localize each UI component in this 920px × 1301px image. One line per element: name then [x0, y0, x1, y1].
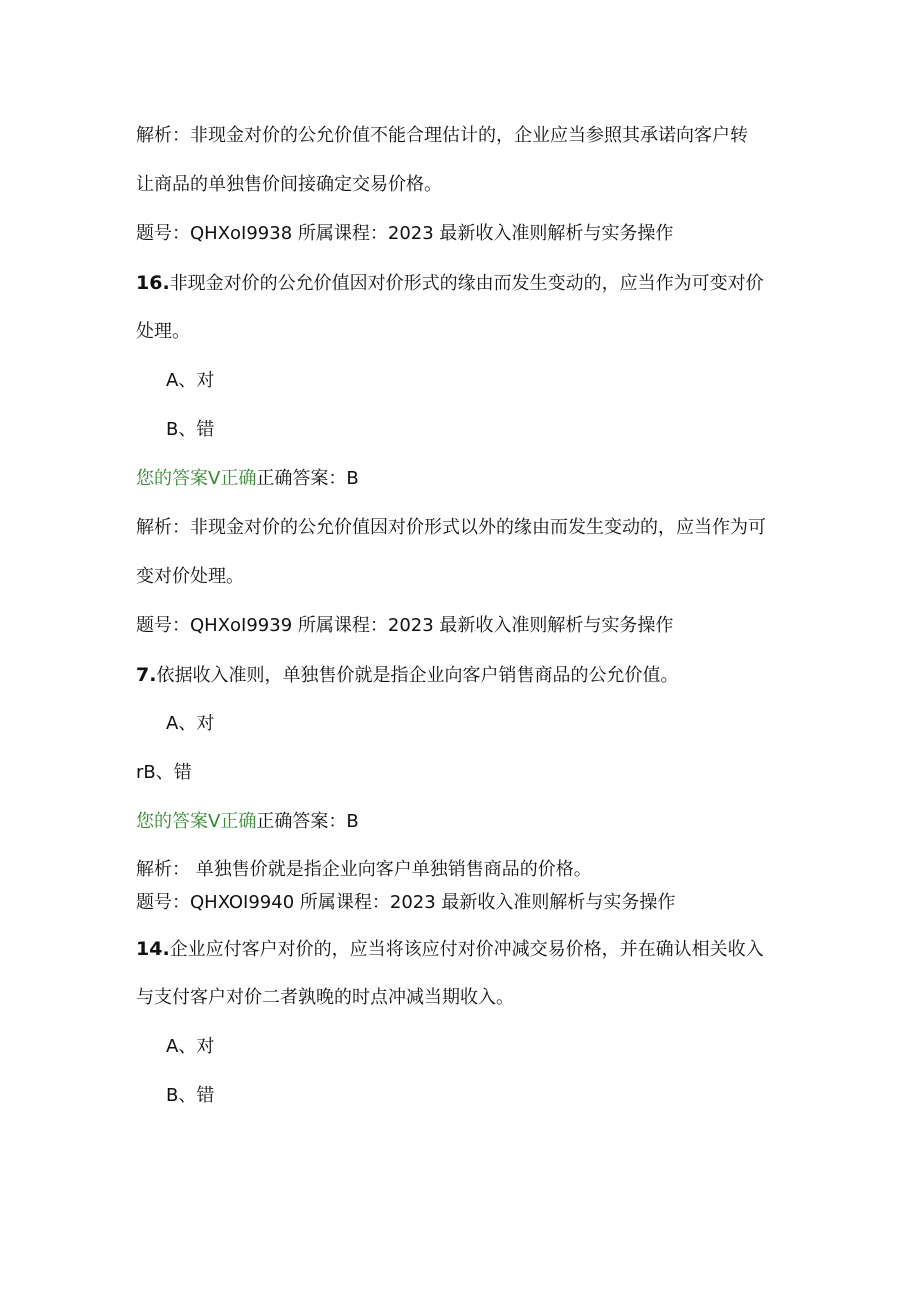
- explanation-line: 让商品的单独售价间接确定交易价格。: [136, 174, 442, 195]
- option-a[interactable]: A、对: [166, 1036, 215, 1057]
- question-text-line: 非现金对价的公允价值因对价形式的缘由而发生变动的，应当作为可变对价: [169, 273, 764, 294]
- your-answer: 您的答案Ⅴ正确: [136, 811, 257, 832]
- explanation-line: 解析： 单独售价就是指企业向客户单独销售商品的价格。: [136, 859, 592, 880]
- your-answer: 您的答案Ⅴ正确: [136, 468, 257, 489]
- question-text-line: 依据收入准则，单独售价就是指企业向客户销售商品的公允价值。: [156, 665, 679, 686]
- correct-answer: 正确答案：B: [256, 468, 359, 489]
- option-b[interactable]: B、错: [166, 419, 215, 440]
- question-meta: 题号：QHXoI9938 所属课程：2023 最新收入准则解析与实务操作: [136, 223, 674, 244]
- option-a[interactable]: A、对: [166, 713, 215, 734]
- question-text-line: 与支付客户对价二者孰晚的时点冲减当期收入。: [136, 987, 514, 1008]
- question-text: [136, 663, 678, 688]
- question-meta: 题号：QHXOI9940 所属课程：2023 最新收入准则解析与实务操作: [136, 892, 676, 913]
- question-meta: 题号：QHXoI9939 所属课程：2023 最新收入准则解析与实务操作: [136, 615, 674, 636]
- question-number: 14.: [136, 938, 170, 960]
- question-text-line: 处理。: [136, 321, 190, 342]
- question-number: 16.: [136, 272, 170, 294]
- answer-result: [136, 810, 359, 834]
- explanation-line: 解析：非现金对价的公允价值不能合理估计的，企业应当参照其承诺向客户转: [136, 125, 748, 146]
- question-text: [136, 271, 764, 296]
- explanation-line: 变对价处理。: [136, 566, 244, 587]
- option-a[interactable]: A、对: [166, 370, 215, 391]
- option-b[interactable]: rB、错: [136, 762, 192, 783]
- question-text-line: 企业应付客户对价的，应当将该应付对价冲减交易价格，并在确认相关收入: [169, 939, 764, 960]
- correct-answer: 正确答案：B: [256, 811, 359, 832]
- option-b[interactable]: B、错: [166, 1085, 215, 1106]
- explanation-line: 解析：非现金对价的公允价值因对价形式以外的缘由而发生变动的，应当作为可: [136, 517, 766, 538]
- question-number: 7.: [136, 664, 157, 686]
- answer-result: [136, 467, 359, 491]
- question-text: [136, 937, 764, 962]
